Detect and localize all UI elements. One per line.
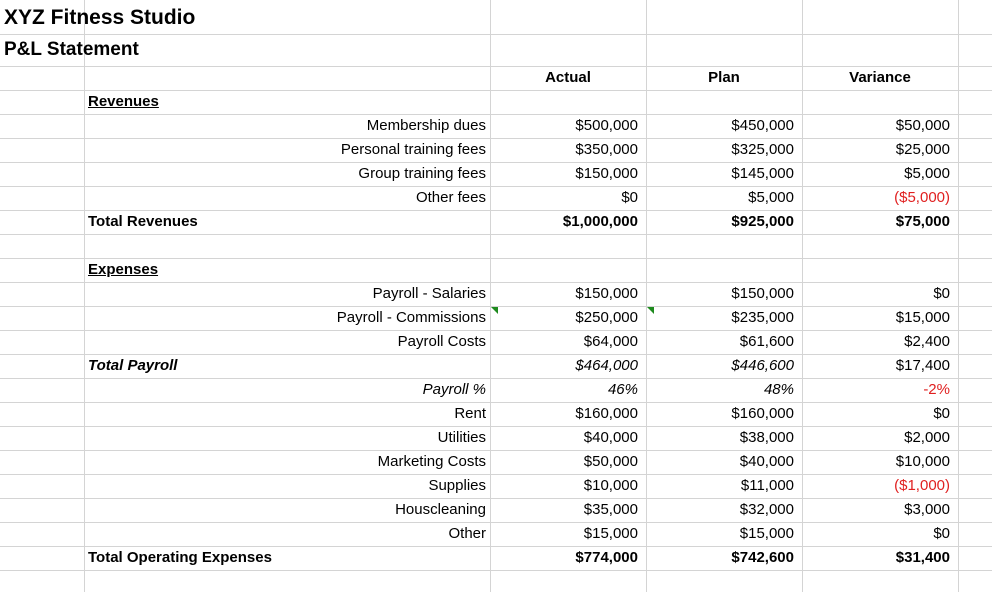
revenues-section-label[interactable]: Revenues [88, 93, 159, 110]
formula-warning-indicator-icon[interactable] [491, 307, 498, 314]
total-payroll-label[interactable]: Total Payroll [88, 357, 178, 374]
header-plan-cell[interactable]: Plan [708, 69, 740, 86]
revenue-row-variance-negative[interactable]: ($5,000) [894, 189, 950, 206]
revenue-row-plan[interactable]: $325,000 [731, 141, 794, 158]
sheet-title-cell[interactable]: XYZ Fitness Studio [4, 6, 196, 29]
expense-row-actual[interactable]: $15,000 [583, 525, 638, 542]
payroll-row-variance[interactable]: $15,000 [895, 309, 950, 326]
revenue-row-actual[interactable]: $350,000 [575, 141, 638, 158]
payroll-row-variance[interactable]: $0 [933, 285, 950, 302]
revenue-row-label[interactable]: Group training fees [358, 165, 486, 182]
expense-row-actual[interactable]: $10,000 [583, 477, 638, 494]
expense-row-actual[interactable]: $35,000 [583, 501, 638, 518]
revenue-row-actual[interactable]: $0 [621, 189, 638, 206]
expense-row-plan[interactable]: $32,000 [739, 501, 794, 518]
revenue-row-actual[interactable]: $500,000 [575, 117, 638, 134]
revenue-row-plan[interactable]: $450,000 [731, 117, 794, 134]
total-operating-expenses-variance[interactable]: $31,400 [895, 549, 950, 566]
column-gridline [958, 0, 959, 592]
payroll-row-plan[interactable]: $61,600 [739, 333, 794, 350]
expense-row-label[interactable]: Supplies [428, 477, 486, 494]
expense-row-variance[interactable]: $3,000 [904, 501, 950, 518]
payroll-percent-actual[interactable]: 46% [607, 381, 638, 398]
expense-row-variance[interactable]: $2,000 [904, 429, 950, 446]
expense-row-label[interactable]: Rent [454, 405, 486, 422]
payroll-row-variance[interactable]: $2,400 [904, 333, 950, 350]
total-payroll-variance[interactable]: $17,400 [895, 357, 950, 374]
payroll-row-actual[interactable]: $64,000 [583, 333, 638, 350]
total-payroll-actual[interactable]: $464,000 [575, 357, 638, 374]
expense-row-actual[interactable]: $40,000 [583, 429, 638, 446]
expense-row-label[interactable]: Utilities [437, 429, 486, 446]
revenue-row-actual[interactable]: $150,000 [575, 165, 638, 182]
total-revenues-variance[interactable]: $75,000 [895, 213, 950, 230]
expense-row-plan[interactable]: $40,000 [739, 453, 794, 470]
expense-row-variance[interactable]: $0 [933, 405, 950, 422]
total-operating-expenses-plan[interactable]: $742,600 [731, 549, 794, 566]
revenue-row-plan[interactable]: $145,000 [731, 165, 794, 182]
payroll-percent-label[interactable]: Payroll % [422, 381, 486, 398]
expense-row-variance-negative[interactable]: ($1,000) [894, 477, 950, 494]
total-revenues-actual[interactable]: $1,000,000 [562, 213, 638, 230]
sheet-subtitle-cell[interactable]: P&L Statement [4, 39, 139, 60]
expense-row-label[interactable]: Other [448, 525, 486, 542]
revenue-row-label[interactable]: Membership dues [366, 117, 486, 134]
total-operating-expenses-actual[interactable]: $774,000 [575, 549, 638, 566]
expense-row-variance[interactable]: $10,000 [895, 453, 950, 470]
payroll-row-plan[interactable]: $150,000 [731, 285, 794, 302]
payroll-row-plan[interactable]: $235,000 [731, 309, 794, 326]
expense-row-actual[interactable]: $160,000 [575, 405, 638, 422]
payroll-row-label[interactable]: Payroll Costs [397, 333, 486, 350]
revenue-row-variance[interactable]: $5,000 [904, 165, 950, 182]
payroll-row-label[interactable]: Payroll - Commissions [336, 309, 486, 326]
expense-row-plan[interactable]: $11,000 [740, 477, 794, 494]
revenue-row-label[interactable]: Personal training fees [340, 141, 486, 158]
revenue-row-label[interactable]: Other fees [415, 189, 486, 206]
total-payroll-plan[interactable]: $446,600 [731, 357, 794, 374]
total-revenues-plan[interactable]: $925,000 [731, 213, 794, 230]
formula-warning-indicator-icon[interactable] [647, 307, 654, 314]
expense-row-actual[interactable]: $50,000 [583, 453, 638, 470]
total-revenues-label[interactable]: Total Revenues [88, 213, 198, 230]
row-gridline [0, 570, 992, 571]
expense-row-label[interactable]: Houscleaning [395, 501, 486, 518]
revenue-row-variance[interactable]: $25,000 [895, 141, 950, 158]
payroll-percent-plan[interactable]: 48% [763, 381, 794, 398]
payroll-row-label[interactable]: Payroll - Salaries [372, 285, 486, 302]
expense-row-variance[interactable]: $0 [933, 525, 950, 542]
row-gridline [0, 234, 992, 235]
revenue-row-variance[interactable]: $50,000 [895, 117, 950, 134]
payroll-row-actual[interactable]: $150,000 [575, 285, 638, 302]
expense-row-label[interactable]: Marketing Costs [377, 453, 486, 470]
expenses-section-label[interactable]: Expenses [88, 261, 159, 278]
expense-row-plan[interactable]: $160,000 [731, 405, 794, 422]
header-actual-cell[interactable]: Actual [545, 69, 591, 86]
revenue-row-plan[interactable]: $5,000 [748, 189, 794, 206]
payroll-row-actual[interactable]: $250,000 [575, 309, 638, 326]
expense-row-plan[interactable]: $15,000 [739, 525, 794, 542]
expense-row-plan[interactable]: $38,000 [739, 429, 794, 446]
total-operating-expenses-label[interactable]: Total Operating Expenses [88, 549, 272, 566]
payroll-percent-variance-negative[interactable]: -2% [923, 381, 950, 398]
header-variance-cell[interactable]: Variance [849, 69, 911, 86]
row-gridline [0, 34, 992, 35]
